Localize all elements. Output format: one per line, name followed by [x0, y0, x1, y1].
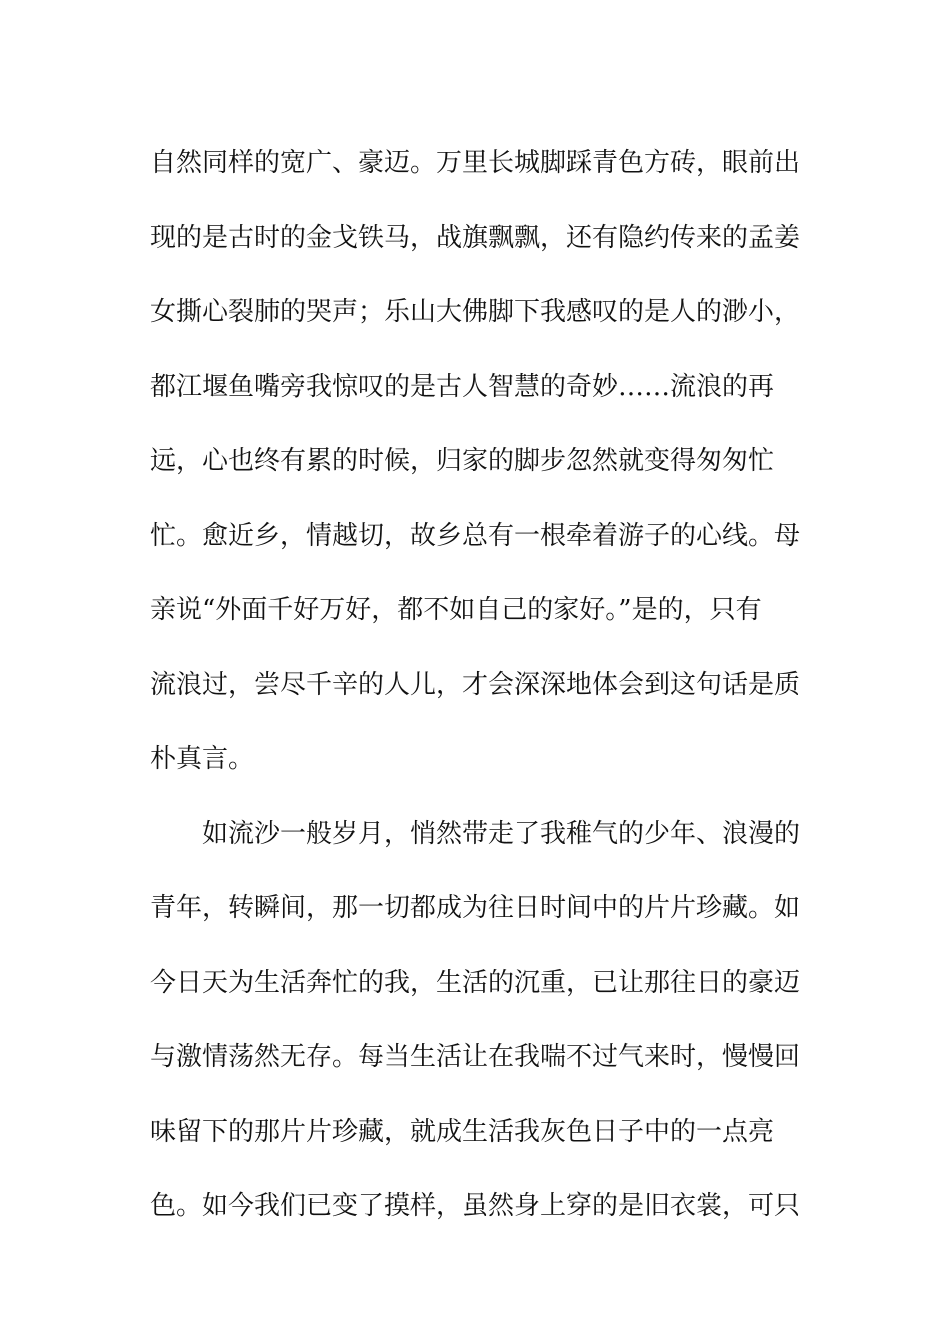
- text-line: 今日天为生活奔忙的我，生活的沉重，已让那往日的豪迈: [150, 967, 801, 998]
- body-text: [150, 126, 800, 1244]
- text-line: 与激情荡然无存。每当生活让在我喘不过气来时，慢慢回: [150, 1042, 801, 1072]
- text-line: 都江堰鱼嘴旁我惊叹的是古人智慧的奇妙……流浪的再: [150, 371, 775, 402]
- text-line: 味留下的那片片珍藏，就成生活我灰色日子中的一点亮: [150, 1116, 775, 1147]
- text-line: 自然同样的宽广、豪迈。万里长城脚踩青色方砖，眼前出: [150, 148, 801, 178]
- text-line: 色。如今我们已变了摸样，虽然身上穿的是旧衣裳，可只: [150, 1191, 801, 1221]
- text-line: 忙。愈近乡，情越切，故乡总有一根牵着游子的心线。母: [150, 520, 801, 551]
- text-line: 远，心也终有累的时候，归家的脚步忽然就变得匆匆忙: [150, 446, 775, 476]
- text-line: 现的是古时的金戈铁马，战旗飘飘，还有隐约传来的孟姜: [150, 222, 801, 253]
- text-line: 亲说“外面千好万好，都不如自己的家好。”是的，只有: [150, 595, 762, 625]
- paragraph-start-line: 如流沙一般岁月，悄然带走了我稚气的少年、浪漫的: [202, 818, 801, 849]
- text-line: 朴真言。: [150, 744, 255, 774]
- text-line: 青年，转瞬间，那一切都成为往日时间中的片片珍藏。如: [150, 893, 801, 923]
- text-line: 女撕心裂肺的哭声；乐山大佛脚下我感叹的是人的渺小，: [150, 297, 801, 327]
- text-line: 流浪过，尝尽千辛的人儿，才会深深地体会到这句话是质: [150, 669, 801, 700]
